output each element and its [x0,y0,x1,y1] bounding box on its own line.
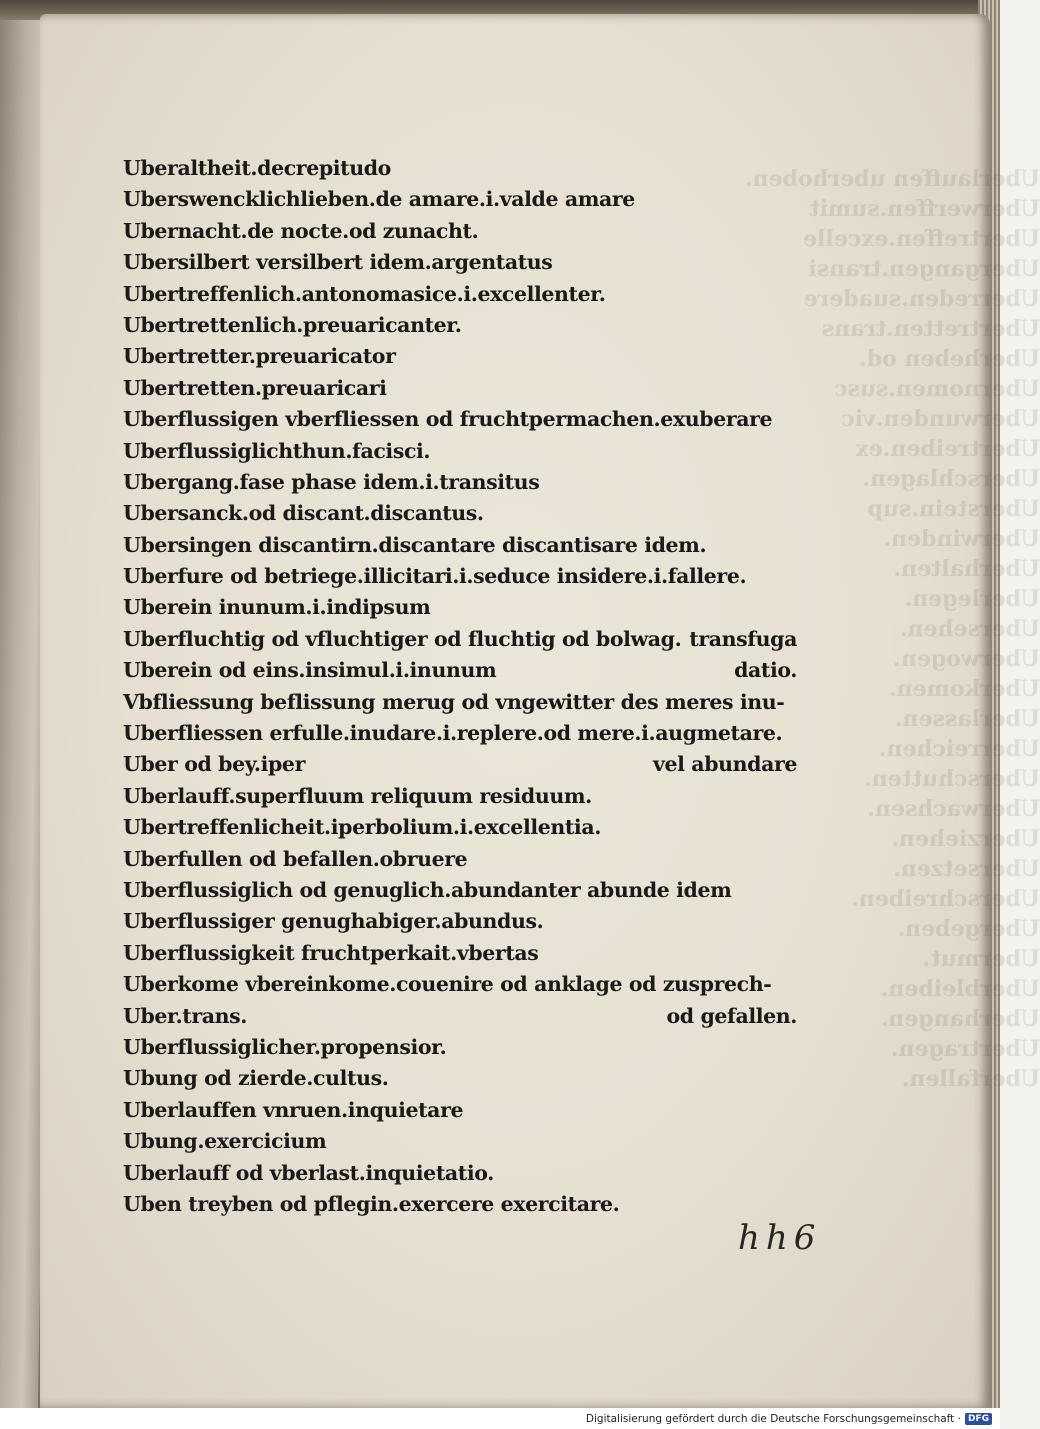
line-text: Ubertrettenlich.preuaricanter. [123,312,462,337]
line-continuation: datio. [734,658,797,683]
digitization-footer [0,1408,1000,1429]
signature-mark: hh6 [738,1218,822,1258]
line-text: Uberflussiger genughabiger.abundus. [123,909,544,934]
footer-credit: Digitalisierung gefördert durch die Deutsche Forschungsgemeinschaft · [585,1412,961,1425]
text-line [123,1063,803,1094]
text-line [123,875,803,906]
line-text: Uberswencklichlieben.de amare.i.valde amare [123,187,635,212]
line-text: Ubertretter.preuaricator [123,344,396,369]
text-line [123,687,803,718]
text-line [123,561,803,592]
line-text: Ubertreffenlich.antonomasice.i.excellenter. [123,281,606,306]
line-continuation: transfuga [689,626,797,651]
line-text: Ubersilbert versilbert idem.argentatus [123,250,553,275]
line-text: Uberfliessen erfulle.inudare.i.replere.od mere.i.augmetare. [123,721,783,746]
line-text: Uberlauffen vnruen.inquietare [123,1097,464,1122]
text-line [123,624,803,655]
text-line [123,216,803,247]
line-text: Ubertreffenlicheit.iperbolium.i.excellentia. [123,815,601,840]
line-text: Uberaltheit.decrepitudo [123,156,391,180]
line-continuation: od gefallen. [666,1003,797,1028]
line-text: Uberflussiglich od genuglich.abundanter abunde idem [123,877,732,902]
line-text: Ubersingen discantirn.discantare discantisare idem. [123,532,707,557]
text-line [123,844,803,875]
text-line [123,655,803,686]
text-line [123,1001,803,1032]
text-line [123,279,803,310]
text-line [123,1032,803,1063]
text-line [123,1158,803,1189]
line-text: Uberfluchtig od vfluchtiger od fluchtig od bolwag. [123,626,682,651]
line-text: Uberein od eins.insimul.i.inunum [123,658,497,683]
text-line [123,718,803,749]
line-text: Uber od bey.iper [123,752,305,777]
line-text: Uberflussiglicher.propensior. [123,1034,447,1059]
text-line [123,153,803,184]
line-text: Uberflussigkeit fruchtperkait.vbertas [123,940,539,965]
text-line [123,1189,803,1220]
line-text: Uberlauff.superfluum reliquum residuum. [123,783,592,808]
line-text: Uberkome vbereinkome.couenire od anklage od zusprech- [123,972,772,997]
dfg-logo: DFG [965,1413,992,1425]
verso-show-through: Uberlauffen uberhoben. Uberwerffen.sumit Ubertreffen.excelle Ubergangen.transi Uberreden.suadere Ubertretten.trans Uberheben od. Ubernomen.susc Uberwunden.vic Ubertreiben.ex Uberschlagen. Uberstein.sup Uberwinden. Uberhalten. Uberlegen. Ubersehen. Uberwogen. Uberkomen. Uberlassen. Uberreichen. Uberschutten. Uberwachsen. Uberziehen. Ubersetzen. Uberschreiben. Ubergeben. Ubermut. Uberbleiben. Uberhangen. Ubertragen. Uberfallen. [744,166,1040,1092]
line-text: Ubersanck.od discant.discantus. [123,501,484,526]
line-text: Vbfliessung beflissung merug od vngewitter des meres inu- [123,689,785,714]
text-line [123,184,803,215]
line-text: Uberein inunum.i.indipsum [123,595,431,620]
text-line [123,498,803,529]
text-line [123,404,803,435]
line-text: Ubernacht.de nocte.od zunacht. [123,218,479,243]
text-line [123,969,803,1000]
text-line [123,592,803,623]
line-text: Uber.trans. [123,1003,248,1028]
line-text: Ubergang.fase phase idem.i.transitus [123,469,540,494]
line-text: Ubertretten.preuaricari [123,375,387,400]
line-text: Uberfullen od befallen.obruere [123,846,468,871]
text-block [123,153,803,1220]
text-line [123,247,803,278]
text-line [123,906,803,937]
text-line [123,938,803,969]
line-text: Uberlauff od vberlast.inquietatio. [123,1160,494,1185]
text-line [123,373,803,404]
text-line [123,749,803,780]
text-line [123,436,803,467]
text-line [123,310,803,341]
text-line [123,467,803,498]
line-text: Ubung od zierde.cultus. [123,1066,389,1091]
line-continuation: vel abundare [653,752,797,777]
text-line [123,341,803,372]
line-text: Uben treyben od pflegin.exercere exercitare. [123,1191,620,1216]
text-line [123,1095,803,1126]
line-text: Ubung.exercicium [123,1129,327,1154]
line-text: Uberflussigen vberfliessen od fruchtpermachen.exuberare [123,407,773,432]
text-line [123,781,803,812]
facing-page-marks [0,200,19,1000]
text-line [123,530,803,561]
line-text: Uberflussiglichthun.facisci. [123,438,431,463]
text-line [123,1126,803,1157]
line-text: Uberfure od betriege.illicitari.i.seduce insidere.i.fallere. [123,564,747,589]
text-line [123,812,803,843]
